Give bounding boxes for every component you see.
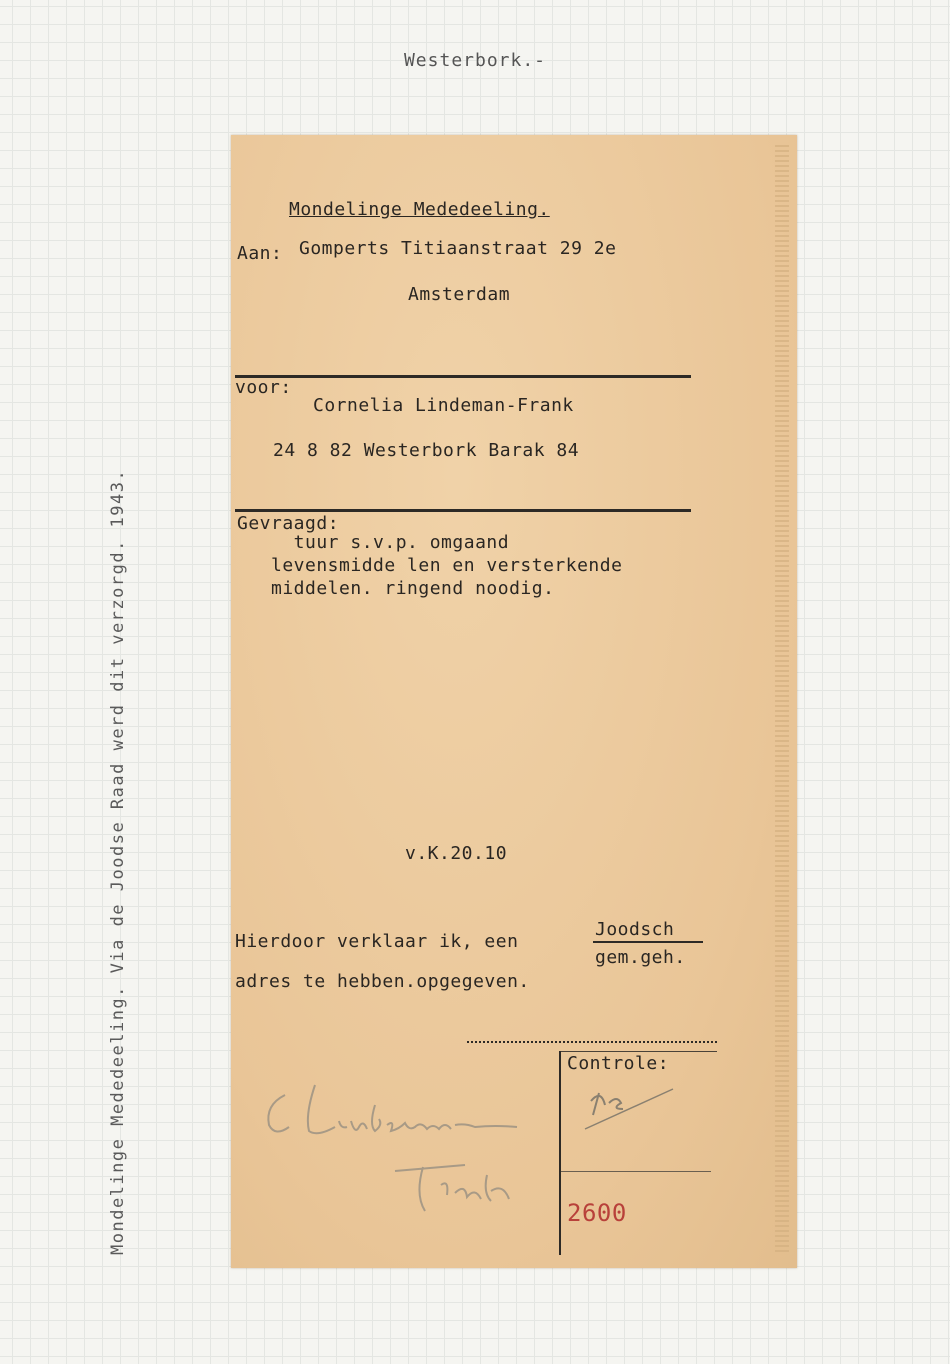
fraction-line (593, 941, 703, 943)
divider-line (235, 375, 691, 378)
sender-address: 24 8 82 Westerbork Barak 84 (273, 440, 580, 461)
controle-box-divider (561, 1171, 711, 1172)
controle-box-top (561, 1051, 717, 1052)
gem-geh-label: gem.geh. (595, 947, 686, 968)
declaration-line: adres te hebben.opgegeven. (235, 971, 530, 992)
page-header: Westerbork.- (403, 50, 547, 71)
voor-label: voor: (235, 377, 292, 398)
recipient-city: Amsterdam (408, 284, 511, 305)
message-form (231, 135, 797, 1268)
joodsch-label: Joodsch (595, 919, 675, 940)
controle-box-border (559, 1051, 561, 1255)
divider-line (235, 509, 691, 512)
request-text: tuur s.v.p. omgaand levensmidde len en versterkende middelen. ringend noodig. (271, 532, 623, 599)
declaration-line: Hierdoor verklaar ik, een (235, 931, 519, 952)
form-title: Mondelinge Mededeeling. (289, 199, 550, 220)
perforated-edge (775, 145, 789, 1255)
handwritten-signature (255, 1075, 555, 1235)
gevraagd-label: Gevraagd: (237, 513, 340, 534)
reference-code: v.K.20.10 (405, 843, 508, 864)
side-caption: Mondelinge Mededeeling. Via de Joodse Raad werd dit verzorgd. 1943. (108, 468, 128, 1255)
sender-name: Cornelia Lindeman-Frank (313, 395, 574, 416)
controle-label: Controle: (567, 1053, 670, 1074)
recipient-address: Gomperts Titiaanstraat 29 2e (299, 238, 617, 259)
controle-stamp: 2600 (567, 1199, 627, 1227)
controle-initials (581, 1079, 691, 1139)
dotted-rule (467, 1041, 717, 1043)
aan-label: Aan: (237, 243, 283, 264)
